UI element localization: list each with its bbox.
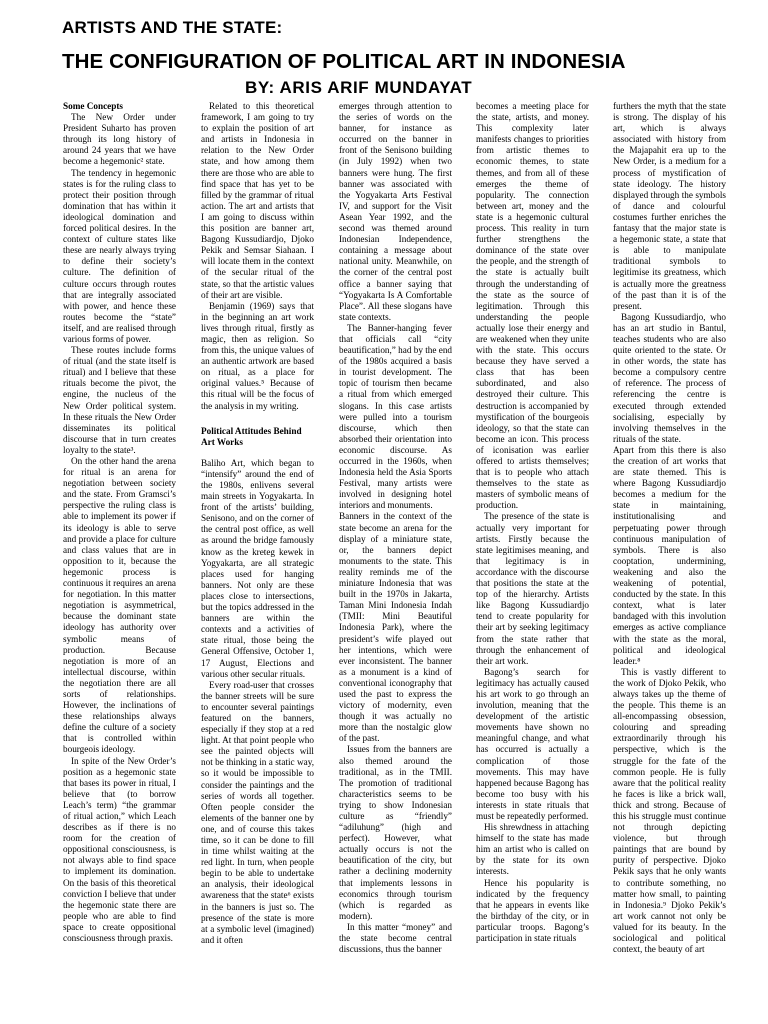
paragraph: The tendency in hegemonic states is for the ruling class to protect their position through domination that has within it ideological domination and forced political desires. In the context of culture states like these are nearly always trying to define their society’s culture. The definition of culture occurs through routes that are integrally associated with power, and hence these routes become the “state” itself, and are realised through various forms of power. xyxy=(63,167,176,344)
paragraph: Banners in the context of the state become an arena for the display of a miniature state, or, the banners depict monuments to the state. This reality reminds me of the miniature Indonesia that was built in the 1970s in Jakarta, Taman Mini Indonesia Indah (TMII: Mini Beautiful Indonesia Park), where the president’s wife played out her intentions, which were ever inconsistent. The banner as a monument is a kind of conventional iconography that used the past to express the victory of modernity, even though it was actually no more than the nostalgic glow of the past. xyxy=(339,511,452,744)
paragraph: This is vastly different to the work of Djoko Pekik, who always takes up the theme of the people. This theme is an all-encompassing obsession, colouring and spreading extraordinarily through his perspective, which is the struggle for the fate of the common people. He is fully aware that the political reality he faces is like a brick wall, thick and strong. Because of this his struggle must continue not through depicting violence, but through paintings that are bound by purity of perspective. Djoko Pekik says that he only wants to contribute something, no matter how small, to painting in Indonesia.⁹ Djoko Pekik’s art work cannot not only be valued for its beauty. In the sociological and political context, the beauty of art xyxy=(613,666,726,955)
column-1 xyxy=(63,101,176,1021)
paragraph: Bagong Kussudiardjo, who has an art studio in Bantul, teaches students who are also quite oriented to the state. Or in other words, the state has become a compulsory centre of reference. The process of referencing the centre is executed through extended socialising, especially by involving themselves in the rituals of the state. xyxy=(613,311,726,444)
paragraph: Issues from the banners are also themed around the traditional, as in the TMII. The promotion of traditional characteristics seems to be trying to show Indonesian culture as “friendly” “adiluhung” (high and perfect). However, what actually occurs is not the beautification of the city, but rather a declining modernity that implements lessons in economics through tourism (which is regarded as modern). xyxy=(339,744,452,921)
paragraph: Bagong’s search for legitimacy has actually caused his art work to go through an involution, meaning that the development of the artistic movements have shown no meaningful change, and what has occurred is actually a complication of those movements. This may have happened because Bagong has become too busy with his interests in state rituals that must be repeatedly performed. xyxy=(476,666,589,821)
article-header xyxy=(0,0,768,96)
paragraph: The Banner-hanging fever that officials call “city beautification,” had by the end of the 1980s acquired a basis in tourist development. The topic of tourism then became a ritual from which emerged slogans. In this case artists were pulled into a tourism discourse, which then absorbed their orientation into economic discourse. As occurred in the 1960s, when Indonesia held the Asia Sports Festival, many artists were involved in designing hotel interiors and monuments. xyxy=(339,322,452,511)
paragraph: On the other hand the arena for ritual is an arena for negotiation between society and the state. From Gramsci’s perspective the ruling class is able to implement its power if its ideology is able to serve and provide a place for culture and class values that are in opposition to it, because the hegemonic process is continuous it requires an arena for negotiation. In this matter negotiation is asymmetrical, because the dominant state ideology has authority over symbolic means of production. Because negotiation is more of an intellectual discourse, within the negotiation there are all sorts of relationships. However, the inclinations of these relationships always define the culture of a society that is controlled within bourgeois ideology. xyxy=(63,456,176,755)
paragraph: Hence his popularity is indicated by the frequency that he appears in events like the birthday of the city, or in particular troops. Bagong’s participation in state rituals xyxy=(476,877,589,944)
paragraph: These routes include forms of ritual (and the state itself is ritual) and I believe that these rituals become the pivot, the engine, the nucleus of the New Order political system. In these rituals the New Order disseminates its political discourse that in turn creates loyalty to the state³. xyxy=(63,345,176,455)
column-2 xyxy=(201,101,314,1021)
article-body xyxy=(0,101,768,1021)
column-4 xyxy=(476,101,589,1021)
title-line-1: ARTISTS AND THE STATE: xyxy=(62,18,283,37)
section-heading-political-attitudes: Political Attitudes Behind Art Works xyxy=(201,425,302,447)
paragraph: In this matter “money” and the state become central discussions, thus the banner xyxy=(339,921,452,955)
paragraph: furthers the myth that the state is strong. The display of his art, which is always associated with history from the Majapahit era up to the New Order, is a medium for a process of mystification of state ideology. The history displayed through the symbols of dance and colourful costumes further enriches the fantasy that the major state is a hegemonic state, a state that is able to manipulate traditional symbols to legitimise its greatness, which is actually more the greatness of the past than it is of the present. xyxy=(613,101,726,311)
paragraph: Baliho Art, which began to “intensify” around the end of the 1980s, enlivens several main streets in Yogyakarta. In front of the artists’ building, Senisono, and on the corner of the central post office, as well as around the bridge famously know as the kreteg kewek in Yogyakarta, are all strategic places used for hanging banners. Not only are these places close to intersections, but the topics addressed in the banners are within the contexts and a activities of state ritual, those being the General Offensive, October 1, 17 August, Elections and various other secular rituals. xyxy=(201,457,314,679)
paragraph: The presence of the state is actually very important for artists. Firstly because the state legitimises meaning, and that legitimacy is in accordance with the discourse that positions the state at the top of the hierarchy. Artists like Bagong Kussudiardjo tend to create popularity for their art by seeking legitimacy from the state rather that through the enhancement of their art work. xyxy=(476,511,589,666)
paragraph: Every road-user that crosses the banner streets will be sure to encounter several paintings featured on the banners, especially if they stop at a red light. At that point people who see the painted objects will not be thinking in a static way, so it would be impossible to consider the paintings and the series of words all together. Often people consider the elements of the banner one by one, and of course this takes time, so it can be done to fill in time whilst waiting at the red light. In turn, when people begin to be able to undertake an analysis, their ideological awareness that the state⁶ exists in the banners is just so. The presence of the state is more at a symbolic level (imagined) and it often xyxy=(201,679,314,945)
paragraph: The New Order under President Suharto has proven through its long history of around 24 years that we have become a hegemonic² state. xyxy=(63,112,176,167)
paragraph: Apart from this there is also the creation of art works that are state themed. This is where Bagong Kussudiardjo becomes a medium for the state in maintaining, institutionalising and perpetuating power through continuous manipulation of symbols. There is also cooptation, undermining, weakening and also the weakening of potential, conducted by the state. In this context, what is later bandaged with this involution emerges as active compliance with the state as the moral, political and ideological leader.⁸ xyxy=(613,444,726,666)
author-line: BY: ARIS ARIF MUNDAYAT xyxy=(245,78,473,96)
paragraph: Benjamin (1969) says that in the beginning an art work lives through ritual, firstly as magic, then as religion. So from this, the unique values of an authentic artwork are based on ritual, as a place for original values.⁵ Because of this ritual will be the focus of the analysis in my writing. xyxy=(201,300,314,411)
paragraph: In spite of the New Order’s position as a hegemonic state that bases its power in ritual, I believe that (to borrow Leach’s term) “the grammar of ritual action,” which Leach describes as if there is no room for the creation of oppositional consciousness, is not always able to find space to implement its domination. On the basis of this theoretical conviction I believe that under the hegemonic state there are people who are able to find space to create oppositional consciousness through praxis. xyxy=(63,755,176,944)
paragraph: becomes a meeting place for the state, artists, and money. This complexity later manifests changes to priorities from artistic themes to economic themes, to state themes, and from all of these emerges the theme of popularity. The connection between art, money and the state is a hegemonic cultural process. This reality in turn further strengthens the dominance of the state over the people, and the strength of the state is actually built through the understanding of the state as the source of legitimation. Through this understanding the people actually lose their energy and are weakened when they unite with the state. This occurs because they have served a class that has been subordinated, and also destroyed their culture. This destruction is accompanied by mystification of the bourgeois ideology, so that the state can become an icon. This process of iconisation was earlier offered to artists themselves; that is to people who attach themselves to the state as masters of symbolic means of production. xyxy=(476,101,589,511)
column-3 xyxy=(339,101,452,1021)
section-heading-some-concepts: Some Concepts xyxy=(63,101,123,111)
column-5 xyxy=(613,101,726,1021)
paragraph: His shrewdness in attaching himself to the state has made him an artist who is called on by the state for its own interests. xyxy=(476,822,589,877)
title-line-2: THE CONFIGURATION OF POLITICAL ART IN INDONESIA xyxy=(62,50,626,73)
paragraph: Related to this theoretical framework, I am going to try to explain the position of art and artists in Indonesia in relation to the New Order state, and how among them there are those who are able to find space that has yet to be filled by the grammar of ritual action. The art and artists that I am going to discuss within this position are banner art, Bagong Kussudiardjo, Djoko Pekik and Semsar Siahaan. I will locate them in the context of the secular ritual of the state, so that the artistic values of their art are visible. xyxy=(201,101,314,300)
paragraph: emerges through attention to the series of words on the banner, for instance as occurred on the banner in front of the Senisono building (in July 1992) when two banners were hung. The first banner was associated with the Yogyakarta Arts Festival IV, and support for the Visit Asean Year 1992, and the second was themed around Indonesian Independence, containing a message about national unity. Meanwhile, on the corner of the central post office a banner saying that “Yogyakarta Is A Comfortable Place”. All these slogans have state contexts. xyxy=(339,101,452,322)
